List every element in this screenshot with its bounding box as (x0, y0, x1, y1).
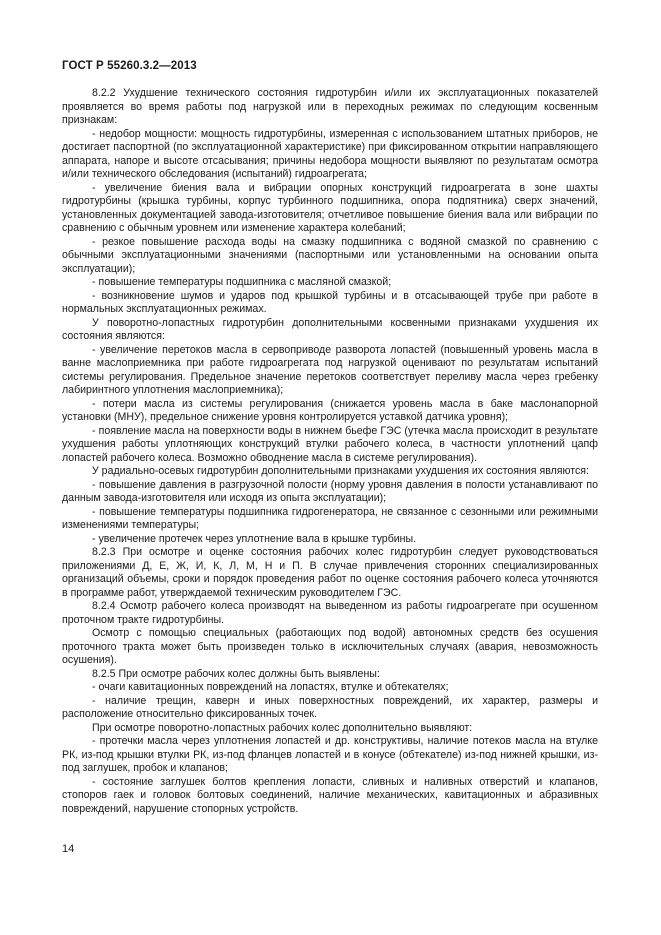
paragraph: - протечки масла через уплотнения лопастей и др. конструктивы, наличие потеков масла на втулке РК, из-под крышки втулки РК, из-под фланцев лопастей и в конусе (обтекателе) из-под нижней крышки, из-под заглушек, пробок и клапанов; (62, 735, 598, 774)
paragraph: - увеличение протечек через уплотнение вала в крышке турбины. (92, 532, 417, 545)
paragraph: - состояние заглушек болтов крепления лопасти, сливных и наливных отверстий и клапанов, стопоров гаек и головок болтовых соединений, наличие механических, кавитационных и абразивных повреждений, нарушение стопорных устройств. (62, 775, 598, 815)
paragraph: - повышение давления в разгрузочной полости (норму уровня давления в полости устанавливают по данным завода-изготовителя или исходя из опыта эксплуатации); (62, 478, 598, 504)
document-code-header: ГОСТ Р 55260.3.2—2013 (62, 60, 197, 72)
paragraph: - потери масла из системы регулирования (снижается уровень масла в баке маслонапорной установки (МНУ), предельное снижение уровня контролируется уставкой датчика уровня); (62, 397, 598, 423)
paragraph: - недобор мощности: мощность гидротурбины, измеренная с использованием штатных приборов, не достигает паспортной (по эксплуатационной характеристике) при фиксированном открытии направляющего аппарата, напоре и высоте отсасывания; причины недобора мощности выявляют по результатам осмотра и/или технического обследования (испытаний) гидроагрегата; (62, 127, 598, 180)
paragraph: - возникновение шумов и ударов под крышкой турбины и в отсасывающей трубе при работе в нормальных эксплуатационных режимах. (62, 289, 598, 315)
paragraph: 8.2.2 Ухудшение технического состояния гидротурбин и/или их эксплуатационных показателей проявляется во время работы под нагрузкой или в переходных режимах по следующим косвенным признакам: (62, 87, 598, 126)
paragraph: 8.2.3 При осмотре и оценке состояния рабочих колес гидротурбин следует руководствоваться приложениями Д, Е, Ж, И, К, Л, М, Н и П. В случае привлечения сторонних специализированных организаций объемы, сроки и порядок проведения работ по оценке состояния рабочего колеса уточняются в программе работ, утверждаемой техническим руководителем ГЭС. (62, 546, 598, 599)
paragraph: - наличие трещин, каверн и иных поверхностных повреждений, их характер, размеры и расположение относительно фиксированных точек. (62, 694, 598, 720)
paragraph: 8.2.4 Осмотр рабочего колеса производят на выведенном из работы гидроагрегате при осушенном проточном тракте гидротурбины. (62, 600, 598, 626)
paragraph: 8.2.5 При осмотре рабочих колес должны быть выявлены: (92, 667, 380, 680)
paragraph: У радиально-осевых гидротурбин дополнительными признаками ухудшения их состояния являются: (92, 465, 589, 477)
paragraph: При осмотре поворотно-лопастных рабочих колес дополнительно выявляют: (92, 721, 473, 734)
page-number: 14 (62, 843, 75, 855)
paragraph: Осмотр с помощью специальных (работающих под водой) автономных средств без осушения проточного тракта может быть произведен только в исключительных случаях (авария, невозможность осушения). (62, 627, 598, 666)
paragraph: - резкое повышение расхода воды на смазку подшипника с водяной смазкой по сравнению с обычными эксплуатационными значениями (паспортными или установленными на основании опыта эксплуатации); (62, 235, 598, 275)
paragraph: - очаги кавитационных повреждений на лопастях, втулке и обтекателях; (92, 681, 449, 693)
paragraph: - увеличение перетоков масла в сервоприводе разворота лопастей (повышенный уровень масла в ванне маслоприемника при работе гидроагрегата под нагрузкой оценивают по результатам испытаний системы регулирования. Предельное значение перетоков соответствует переливу масла через гребенку лабиринтного уплотнения маслоприемника); (62, 343, 598, 396)
paragraph: - повышение температуры подшипника гидрогенератора, не связанное с сезонными или режимными изменениями температуры; (62, 505, 598, 531)
document-body (62, 87, 598, 816)
paragraph: У поворотно-лопастных гидротурбин дополнительными косвенными признаками ухудшения их состояния являются: (62, 316, 598, 342)
paragraph: - появление масла на поверхности воды в нижнем бьефе ГЭС (утечка масла происходит в результате ухудшения работы уплотняющих конструкций втулки рабочего колеса, в частности уплотнений цапф лопастей рабочего колеса. Возможно обводнение масла в системе регулирования). (62, 424, 598, 464)
paragraph: - увеличение биения вала и вибрации опорных конструкций гидроагрегата в зоне шахты гидротурбины (крышка турбины, корпус турбинного подшипника, опора подпятника) сверх значений, установленных документацией завода-изготовителя; отчетливое повышение биения вала или вибрации по сравнению с обычным уровнем или изменение характера колебаний; (62, 181, 598, 234)
paragraph: - повышение температуры подшипника с масляной смазкой; (92, 276, 392, 288)
